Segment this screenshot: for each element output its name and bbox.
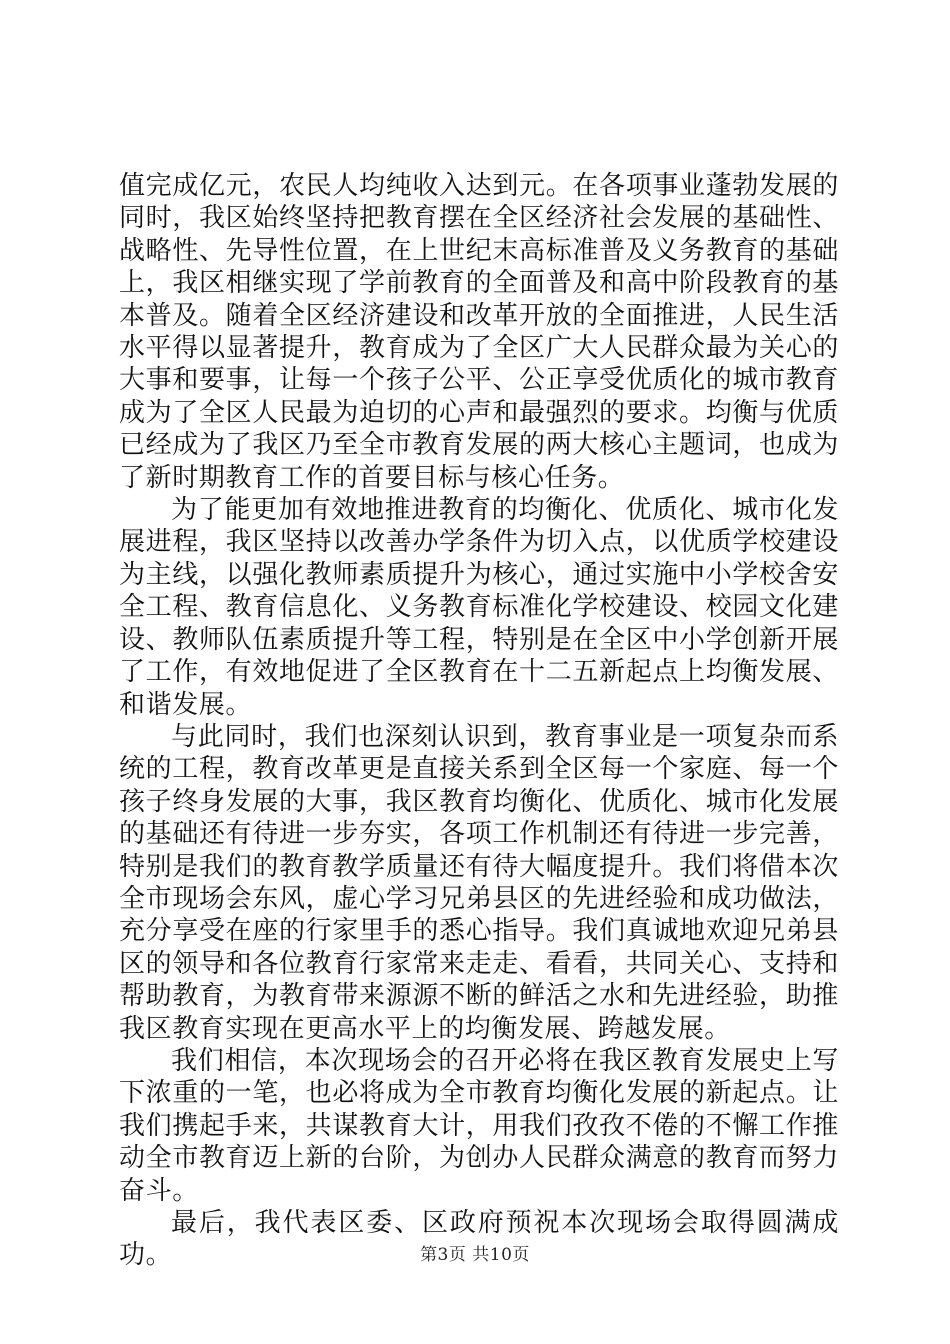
paragraph-5: 最后，我代表区委、区政府预祝本次现场会取得圆满成功。 <box>119 1208 839 1271</box>
paragraph-4: 我们相信，本次现场会的召开必将在我区教育发展史上写下浓重的一笔，也必将成为全市教育均衡化发展的新起点。让我们携起手来，共谋教育大计，用我们孜孜不倦的不懈工作推动全市教育迈上新的台阶，为创办人民群众满意的教育而努力奋斗。 <box>119 1045 839 1206</box>
page-total: 共10页 <box>472 1245 530 1265</box>
page-number: 第3页 <box>420 1245 467 1265</box>
paragraph-3: 与此同时，我们也深刻认识到，教育事业是一项复杂而系统的工程，教育改革更是直接关系到全区每一个家庭、每一个孩子终身发展的大事，我区教育均衡化、优质化、城市化发展的基础还有待进一步夯实，各项工作机制还有待进一步完善，特别是我们的教育教学质量还有待大幅度提升。我们将借本次全市现场会东风，虚心学习兄弟县区的先进经验和成功做法，充分享受在座的行家里手的悉心指导。我们真诚地欢迎兄弟县区的领导和各位教育行家常来走走、看看，共同关心、支持和帮助教育，为教育带来源源不断的鲜活之水和先进经验，助推我区教育实现在更高水平上的均衡发展、跨越发展。 <box>119 721 839 1044</box>
page-footer <box>0 1244 950 1266</box>
document-body <box>119 170 839 1272</box>
paragraph-1: 值完成亿元，农民人均纯收入达到元。在各项事业蓬勃发展的同时，我区始终坚持把教育摆在全区经济社会发展的基础性、战略性、先导性位置，在上世纪末高标准普及义务教育的基础上，我区相继实现了学前教育的全面普及和高中阶段教育的基本普及。随着全区经济建设和改革开放的全面推进，人民生活水平得以显著提升，教育成为了全区广大人民群众最为关心的大事和要事，让每一个孩子公平、公正享受优质化的城市教育成为了全区人民最为迫切的心声和最强烈的要求。均衡与优质已经成为了我区乃至全市教育发展的两大核心主题词，也成为了新时期教育工作的首要目标与核心任务。 <box>119 171 839 493</box>
paragraph-2: 为了能更加有效地推进教育的均衡化、优质化、城市化发展进程，我区坚持以改善办学条件为切入点，以优质学校建设为主线，以强化教师素质提升为核心，通过实施中小学校舍安全工程、教育信息化、义务教育标准化学校建设、校园文化建设、教师队伍素质提升等工程，特别是在全区中小学创新开展了工作，有效地促进了全区教育在十二五新起点上均衡发展、和谐发展。 <box>119 495 839 720</box>
